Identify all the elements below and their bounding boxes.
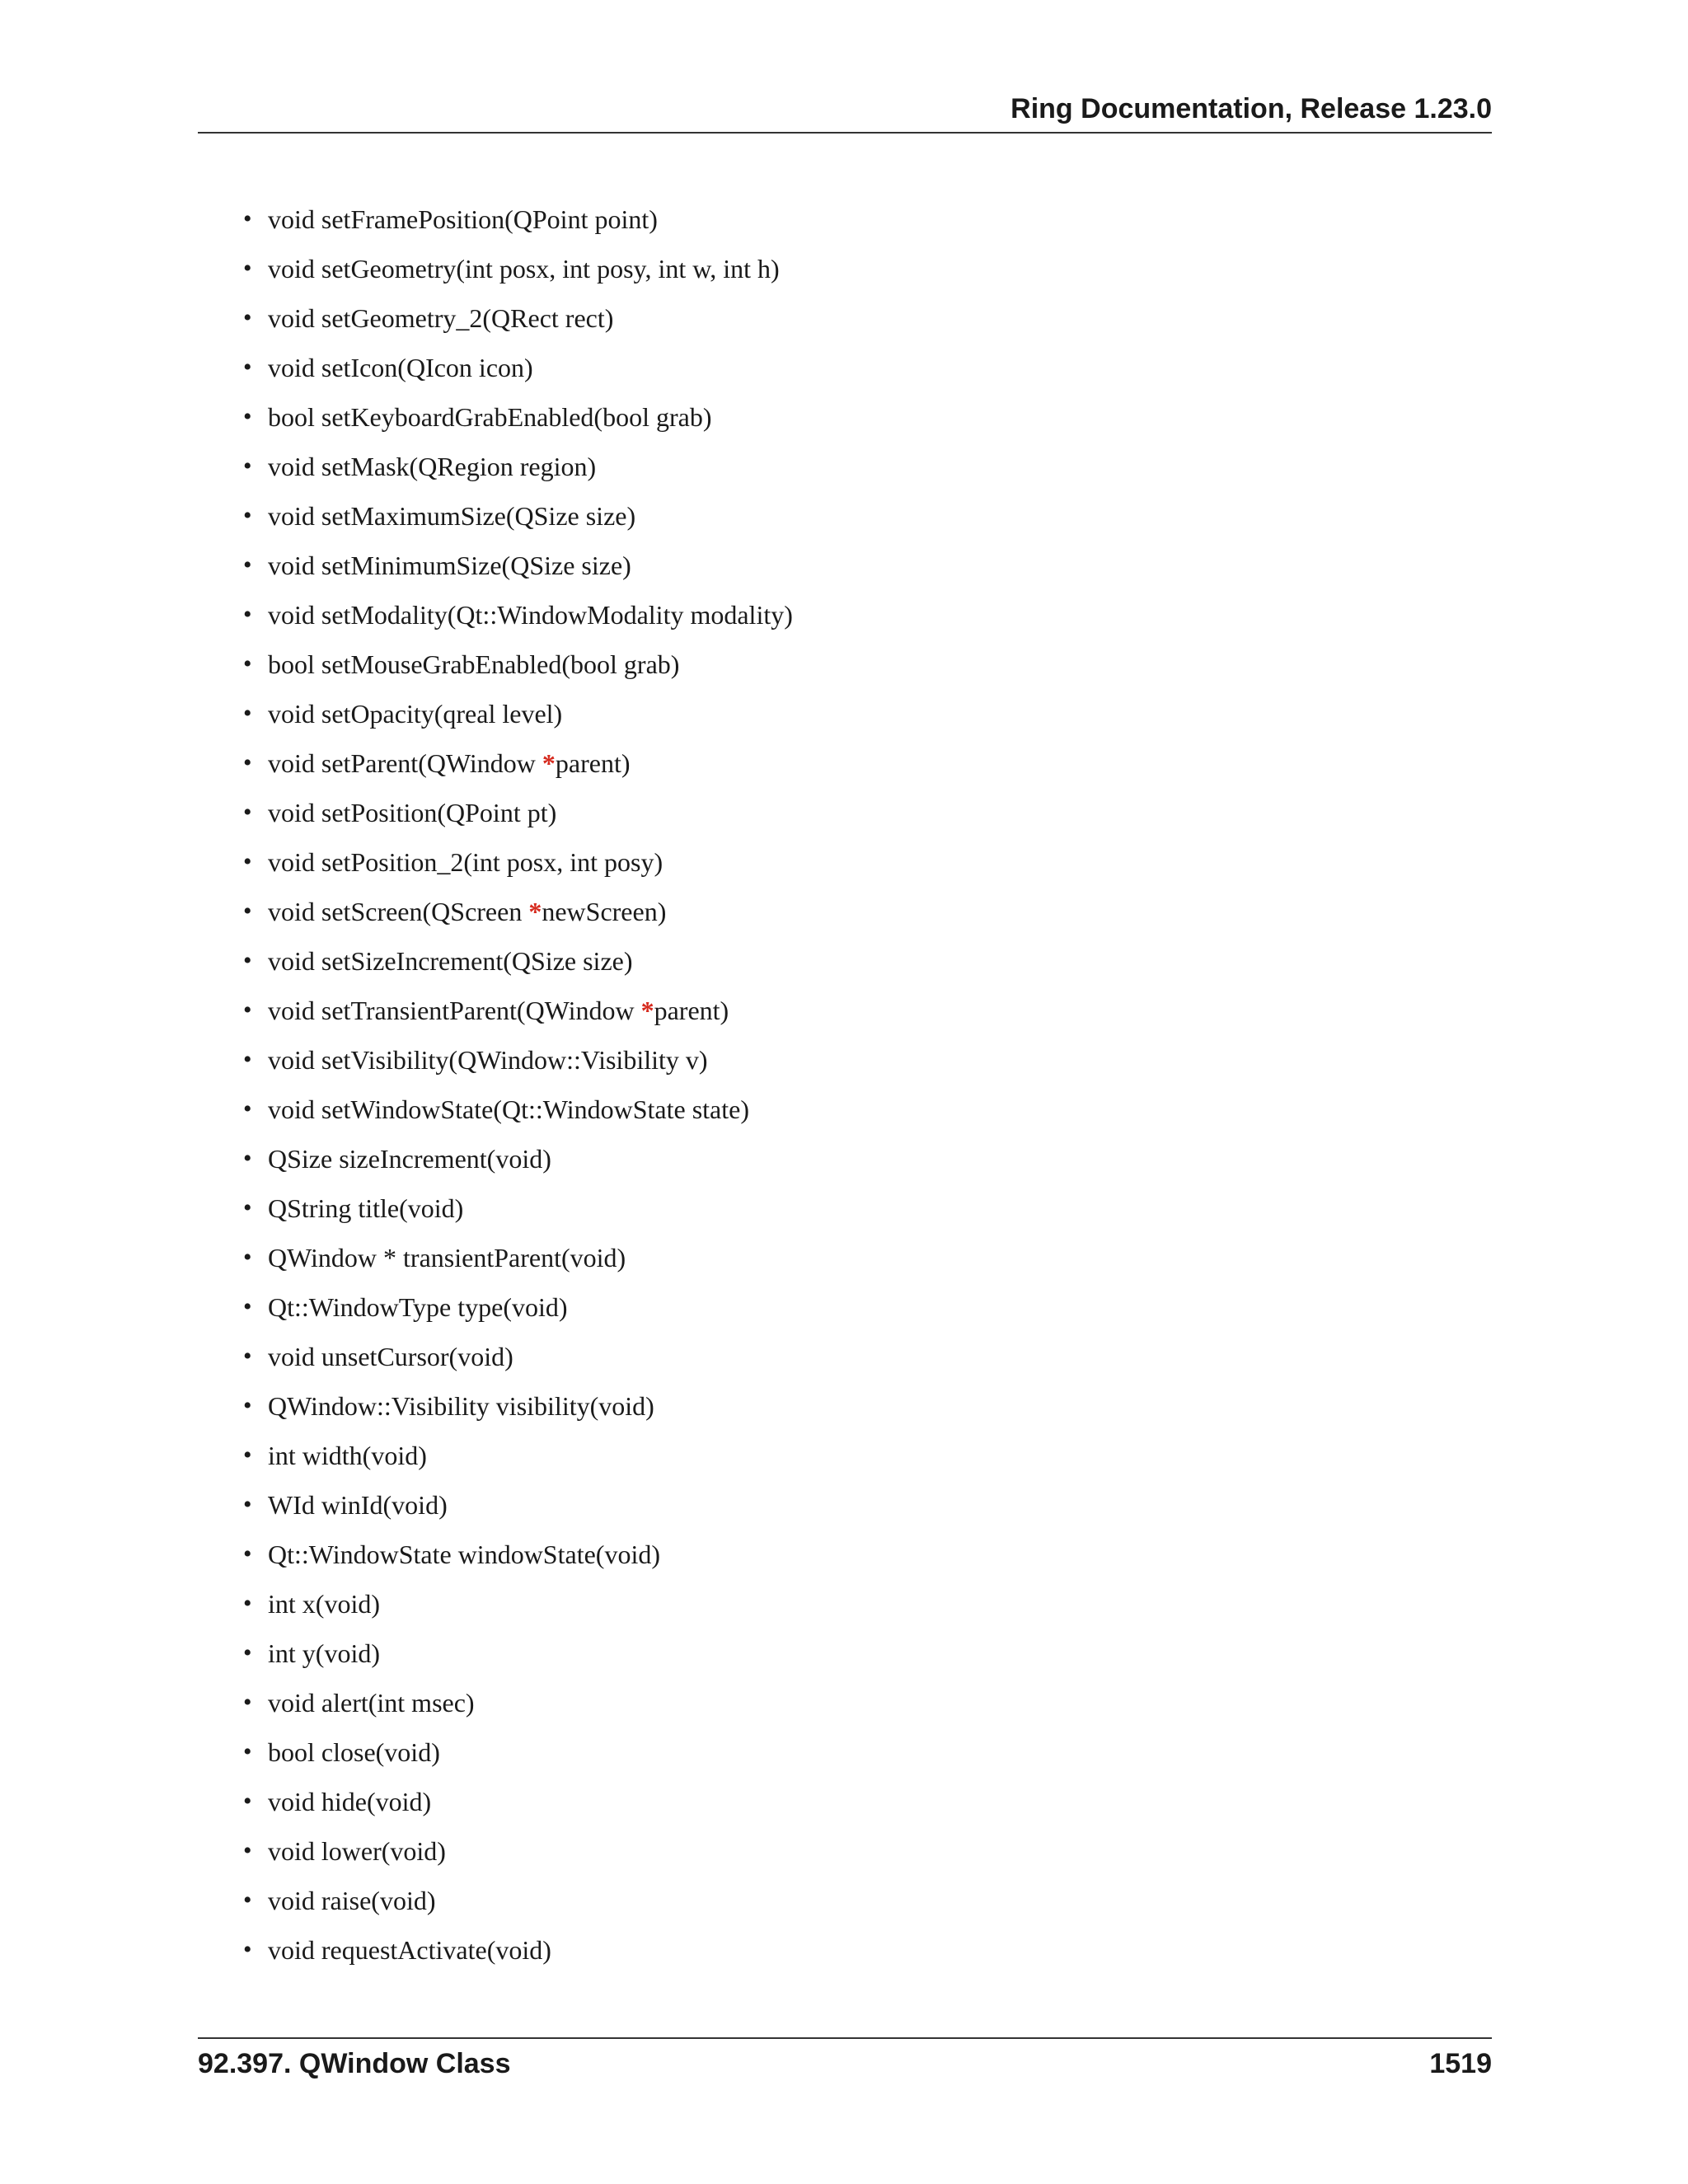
method-signature: void setGeometry(int posx, int posy, int w, int h) [268,254,780,284]
method-signature: void setPosition_2(int posx, int posy) [268,847,663,877]
list-item [243,1925,1488,1975]
list-item [243,640,1488,689]
list-item [243,1777,1488,1826]
method-signature: WId winId(void) [268,1490,448,1520]
list-item [243,392,1488,442]
list-item [243,343,1488,392]
page-header [198,89,1492,134]
list-item [243,788,1488,837]
list-item [243,1579,1488,1629]
method-signature: Qt::WindowState windowState(void) [268,1540,660,1569]
method-signature: void setVisibility(QWindow::Visibility v) [268,1045,708,1075]
bullet-icon: • [243,1886,252,1914]
list-item [243,194,1488,244]
bullet-icon: • [243,1392,252,1419]
list-item [243,689,1488,738]
bullet-icon: • [243,1590,252,1617]
list-item [243,1183,1488,1233]
bullet-icon: • [243,1441,252,1469]
list-item [243,986,1488,1035]
method-signature: QWindow * transientParent(void) [268,1243,626,1272]
list-item [243,1381,1488,1431]
list-item [243,244,1488,293]
bullet-icon: • [243,205,252,232]
method-signature: int width(void) [268,1441,427,1470]
method-signature-tail: parent) [555,748,631,778]
method-signature: void setMinimumSize(QSize size) [268,551,631,580]
list-item [243,738,1488,788]
method-signature: QString title(void) [268,1193,464,1223]
method-signature: void hide(void) [268,1787,432,1816]
bullet-icon: • [243,403,252,430]
list-item [243,1876,1488,1925]
bullet-icon: • [243,502,252,529]
bullet-icon: • [243,1689,252,1716]
list-item [243,1678,1488,1727]
bullet-icon: • [243,452,252,480]
method-signature: void setParent(QWindow [268,748,542,778]
method-signature: void raise(void) [268,1886,436,1915]
method-signature: void setWindowState(Qt::WindowState state) [268,1094,749,1124]
list-item [243,1431,1488,1480]
bullet-icon: • [243,898,252,925]
bullet-icon: • [243,255,252,282]
method-signature: void setFramePosition(QPoint point) [268,204,658,234]
page-number: 1519 [1429,2048,1492,2079]
bullet-icon: • [243,1244,252,1271]
method-signature: void setTransientParent(QWindow [268,996,641,1025]
document-title: Ring Documentation, Release 1.23.0 [1010,93,1492,124]
method-signature: void setPosition(QPoint pt) [268,798,557,827]
list-item [243,1085,1488,1134]
list-item [243,1530,1488,1579]
bullet-icon: • [243,1095,252,1122]
method-signature: QSize sizeIncrement(void) [268,1144,551,1174]
method-signature: void lower(void) [268,1836,446,1866]
list-item [243,1332,1488,1381]
method-signature: bool setKeyboardGrabEnabled(bool grab) [268,402,712,432]
bullet-icon: • [243,749,252,776]
list-item [243,1480,1488,1530]
method-signature-tail: parent) [654,996,729,1025]
method-signature: void requestActivate(void) [268,1935,551,1965]
method-signature: void setMask(QRegion region) [268,452,597,481]
bullet-icon: • [243,1293,252,1320]
section-title: 92.397. QWindow Class [198,2048,511,2079]
list-item [243,1134,1488,1183]
list-item [243,541,1488,590]
bullet-icon: • [243,799,252,826]
list-item [243,1035,1488,1085]
method-signature: void setScreen(QScreen [268,897,529,926]
list-item [243,1727,1488,1777]
list-item [243,837,1488,887]
bullet-icon: • [243,1639,252,1666]
list-item [243,936,1488,986]
method-signature: void setSizeIncrement(QSize size) [268,946,633,976]
bullet-icon: • [243,700,252,727]
method-signature: void setModality(Qt::WindowModality modality) [268,600,793,630]
method-signature: int y(void) [268,1638,380,1668]
method-signature: int x(void) [268,1589,380,1619]
list-item [243,1826,1488,1876]
list-item [243,1233,1488,1282]
bullet-icon: • [243,601,252,628]
method-signature: void alert(int msec) [268,1688,475,1718]
bullet-icon: • [243,1194,252,1221]
pointer-star: * [528,897,542,926]
bullet-icon: • [243,551,252,579]
pointer-star: * [542,748,556,778]
pointer-star: * [640,996,654,1025]
method-signature: Qt::WindowType type(void) [268,1292,568,1322]
list-item [243,1282,1488,1332]
bullet-icon: • [243,1788,252,1815]
method-signature: void setMaximumSize(QSize size) [268,501,636,531]
bullet-icon: • [243,1540,252,1568]
page-footer [198,2037,1492,2092]
list-item [243,442,1488,491]
bullet-icon: • [243,1343,252,1370]
bullet-icon: • [243,848,252,875]
method-signature-tail: newScreen) [542,897,667,926]
list-item [243,491,1488,541]
bullet-icon: • [243,1046,252,1073]
bullet-icon: • [243,354,252,381]
list-item [243,887,1488,936]
method-signature: void setGeometry_2(QRect rect) [268,303,614,333]
method-signature: bool close(void) [268,1737,440,1767]
bullet-icon: • [243,1738,252,1765]
bullet-icon: • [243,1491,252,1518]
list-item [243,590,1488,640]
bullet-icon: • [243,1145,252,1172]
bullet-icon: • [243,1936,252,1963]
bullet-icon: • [243,650,252,677]
bullet-icon: • [243,304,252,331]
method-signature: void setIcon(QIcon icon) [268,353,533,382]
list-item [243,1629,1488,1678]
bullet-icon: • [243,996,252,1024]
list-item [243,293,1488,343]
method-signature: void unsetCursor(void) [268,1342,513,1371]
method-signature: bool setMouseGrabEnabled(bool grab) [268,649,680,679]
bullet-icon: • [243,1837,252,1864]
method-list [243,194,1488,1975]
method-signature: QWindow::Visibility visibility(void) [268,1391,654,1421]
bullet-icon: • [243,947,252,974]
method-signature: void setOpacity(qreal level) [268,699,563,729]
